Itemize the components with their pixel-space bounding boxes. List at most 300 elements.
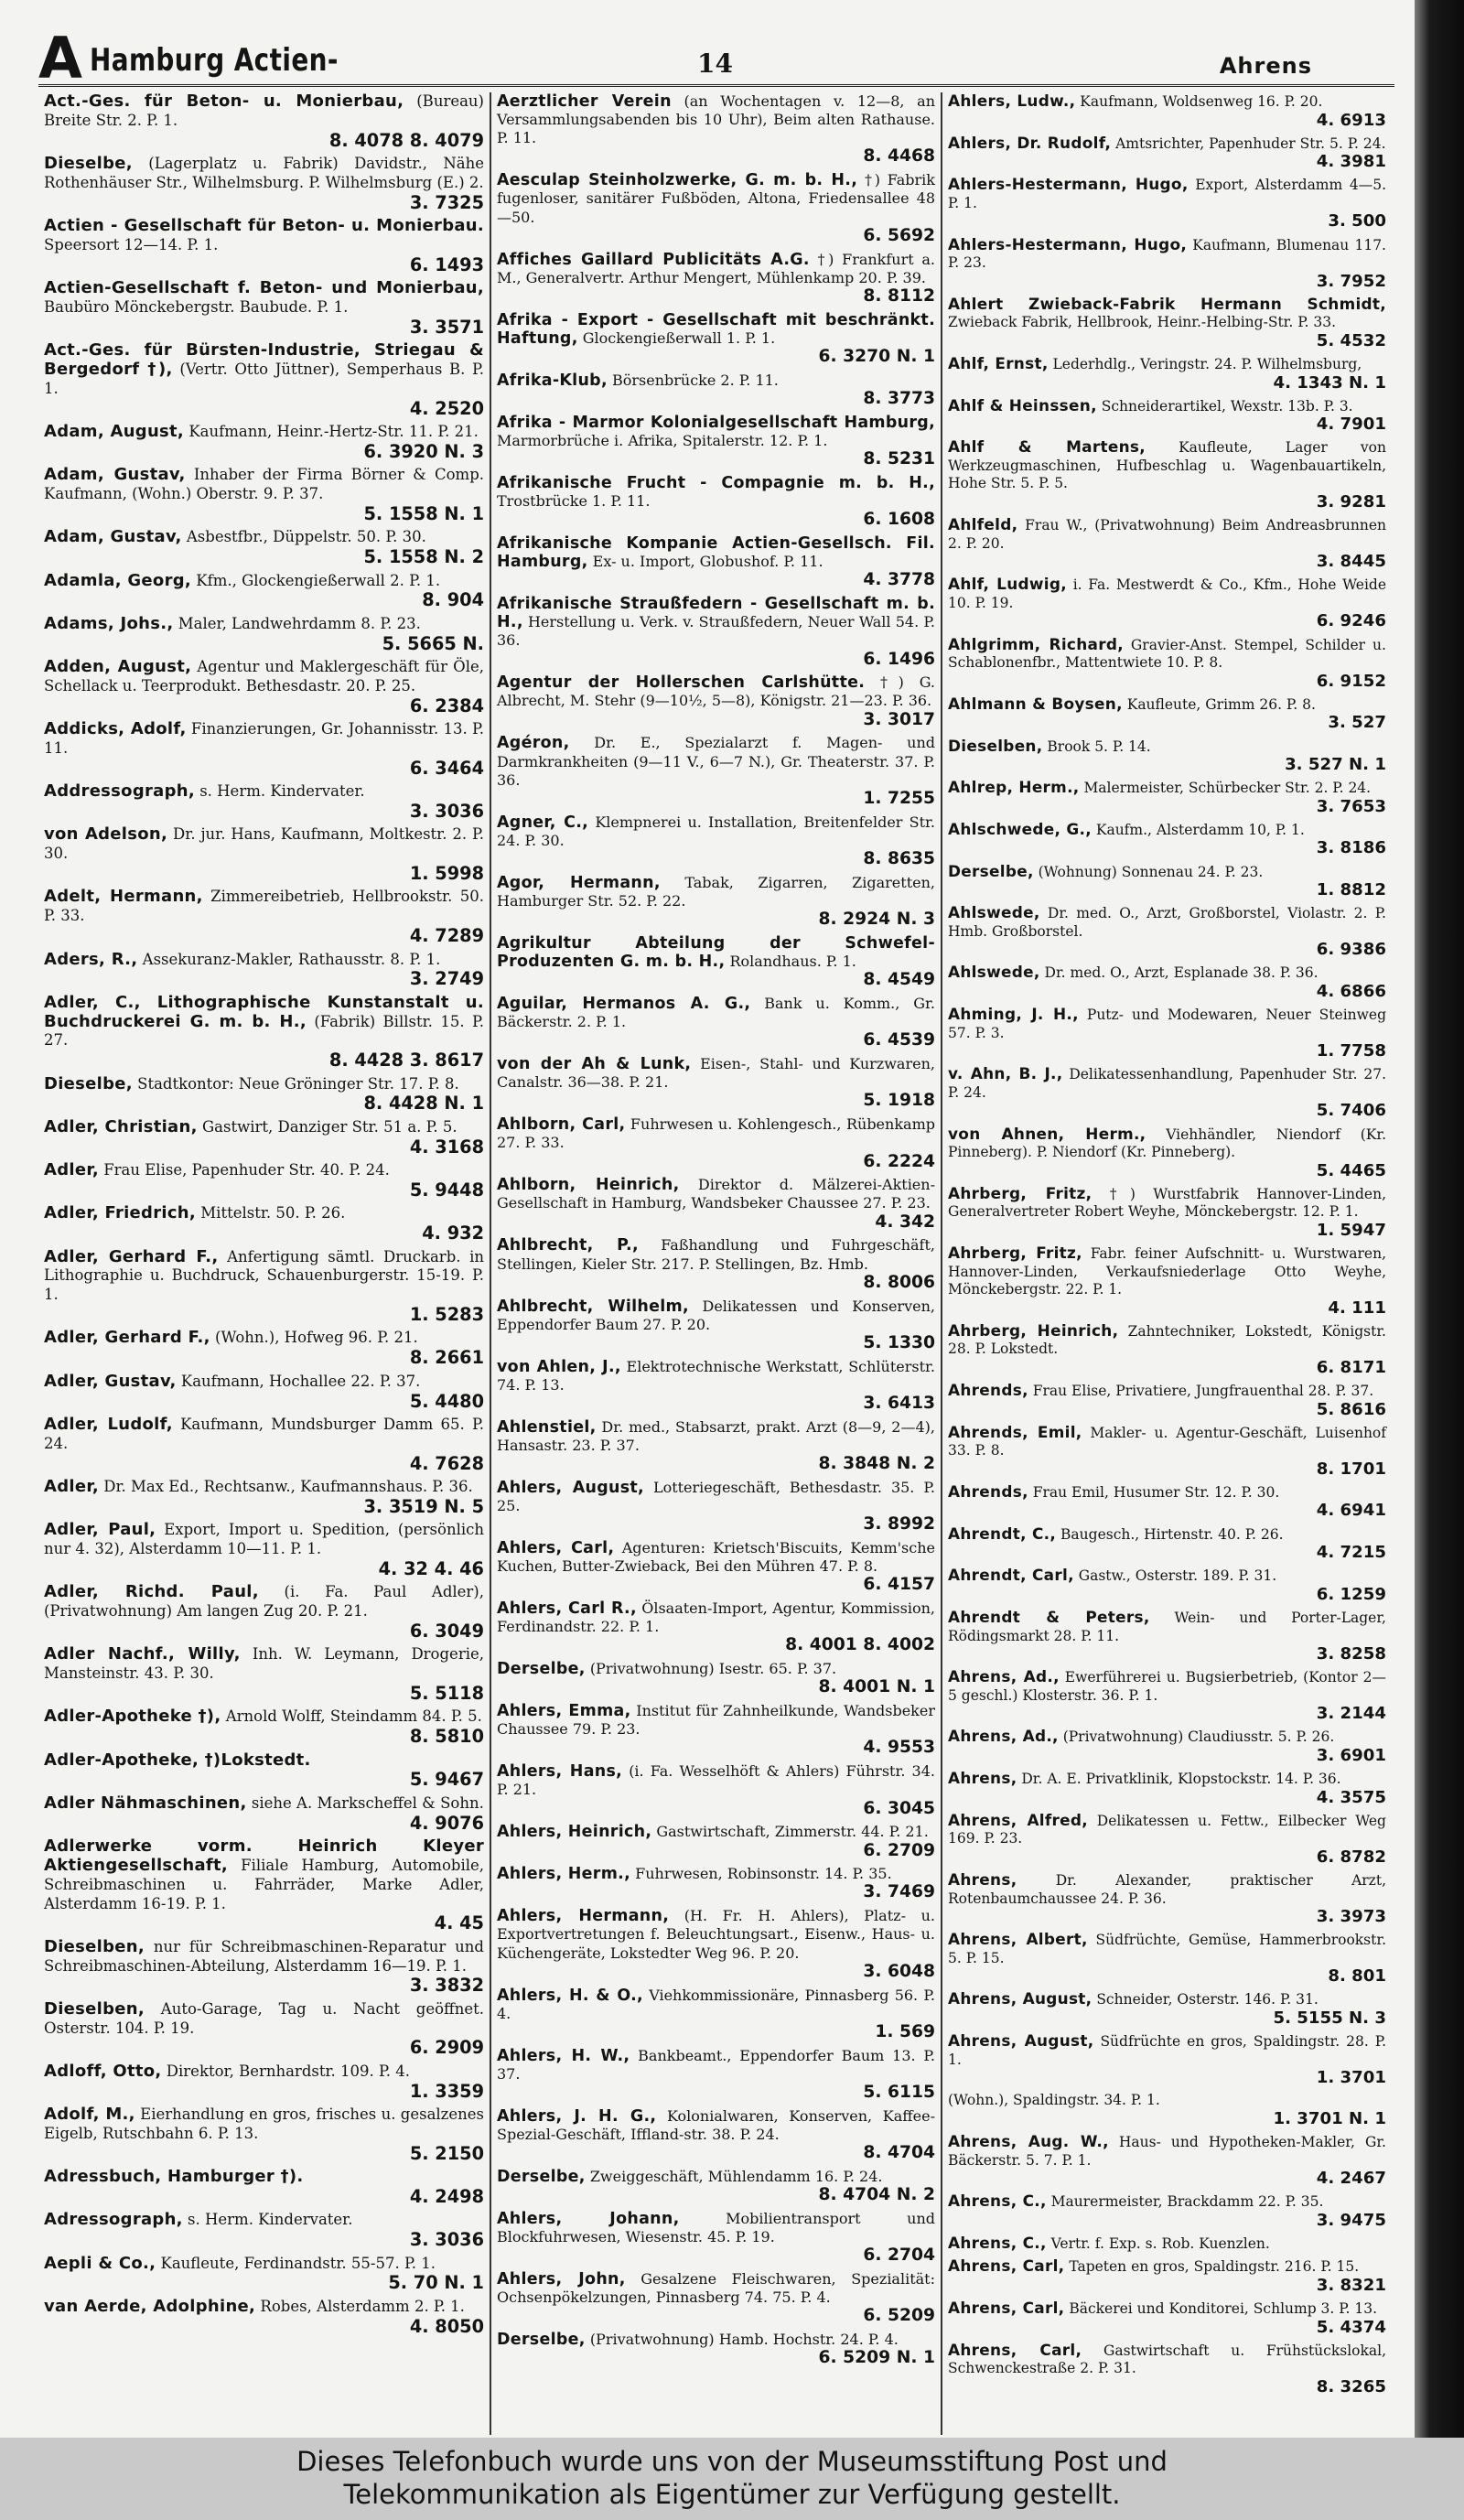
directory-entry <box>44 1837 484 1933</box>
entry-phone-number: 4. 6941 <box>1316 1501 1386 1521</box>
directory-entry <box>497 2331 935 2368</box>
entry-name: Adressograph, <box>44 2210 183 2230</box>
entry-phone-number: 1. 5998 <box>409 863 484 885</box>
entry-name: Ahrens, Alfred, <box>948 1810 1088 1829</box>
entry-details: Export, Alsterdamm 4—5. P. 1. <box>948 177 1386 211</box>
entry-phone-number: 5. 7406 <box>1316 1101 1386 1121</box>
entry-details: Inh. W. Leymann, Drogerie, Mansteinstr. 43. P. 30. <box>44 1645 484 1683</box>
entry-phone-number: 8. 4428 N. 1 <box>363 1093 484 1115</box>
entry-phone-number: 8. 801 <box>1328 1966 1386 1987</box>
directory-entry <box>44 1938 484 1996</box>
entry-details: Amtsrichter, Papenhuder Str. 5. P. 24. <box>1115 135 1386 152</box>
entry-phone-number: 6. 2909 <box>409 2037 484 2059</box>
directory-entry <box>497 2270 935 2326</box>
entry-details: Dr. med. O., Arzt, Esplanade 38. P. 36. <box>1044 964 1319 982</box>
entry-name: Ahrens, <box>948 1870 1017 1889</box>
directory-entry <box>497 251 935 307</box>
entry-name: Afrikanische Kompanie Actien-Gesellsch. Fil. Hamburg, <box>497 533 935 572</box>
entry-name: Agner, C., <box>497 813 589 832</box>
entry-name: Actien-Gesellschaft f. Beton- und Monierbau, <box>44 278 484 298</box>
directory-entry <box>44 1161 484 1200</box>
entry-phone-number: 4. 3575 <box>1316 1787 1386 1807</box>
entry-details: Maler, Landwehrdamm 8. P. 23. <box>178 614 421 632</box>
directory-entry <box>44 615 484 653</box>
entry-details: Bankbeamt., Eppendorfer Baum 13. P. 37. <box>497 2046 935 2083</box>
entry-name: Adler-Apotheke †), <box>44 1707 221 1727</box>
entry-details: s. Herm. Kindervater. <box>199 782 365 801</box>
entry-phone-number: 6. 4539 <box>863 1030 935 1050</box>
directory-entry <box>948 2032 1386 2087</box>
directory-entry <box>44 994 484 1071</box>
entry-phone-number: 6. 9386 <box>1316 940 1386 960</box>
directory-entry <box>497 995 935 1050</box>
entry-phone-number: 6. 8782 <box>1316 1847 1386 1867</box>
directory-entry <box>44 2000 484 2058</box>
entry-details: (Lagerplatz u. Fabrik) Davidstr., Nähe Rothenhäuser Str., Wilhelmsburg. P. Wilhelmsburg (E.) 2. <box>44 155 484 191</box>
entry-name: Derselbe, <box>948 861 1034 880</box>
directory-entry <box>497 2168 935 2205</box>
entry-phone-number: 8. 4549 <box>863 970 935 990</box>
directory-entry <box>44 2062 484 2101</box>
entry-phone-number: 6. 2384 <box>409 695 484 716</box>
directory-entry <box>497 1823 935 1860</box>
entry-phone-number: 8. 4078 8. 4079 <box>328 129 484 151</box>
entry-phone-number: 8. 4704 N. 2 <box>818 2185 935 2205</box>
entry-details: Bank u. Komm., Gr. Bäckerstr. 2. P. 1. <box>497 995 935 1031</box>
entry-details: nur für Schreibmaschinen-Reparatur und Schreibmaschinen-Abteilung, Alsterdamm 16—19. P. 1. <box>44 1937 484 1975</box>
directory-entry <box>948 1006 1386 1061</box>
entry-phone-number: 8. 3848 N. 2 <box>818 1454 935 1474</box>
directory-entry <box>948 1424 1386 1479</box>
entry-columns <box>38 92 1394 2435</box>
directory-entry <box>948 2192 1386 2230</box>
entry-name: Act.-Ges. für Bürsten-Industrie, Striegau & Bergedorf †), <box>44 340 484 379</box>
entry-details: Haus- und Hypotheken-Makler, Gr. Bäckerstr. 5. 7. P. 1. <box>948 2134 1386 2169</box>
entry-name: Adler, Gerhard F., <box>44 1246 219 1266</box>
entry-name: Afrika - Marmor Kolonialgesellschaft Hamburg, <box>497 413 935 432</box>
entry-name: Agrikultur Abteilung der Schwefel-Produzenten G. m. b. H., <box>497 933 935 972</box>
entry-phone-number: 4. 2498 <box>409 2185 484 2207</box>
entry-name: Agor, Hermann, <box>497 873 661 892</box>
entry-details: Lotteriegeschäft, Bethesdastr. 35. P. 25. <box>497 1478 935 1515</box>
directory-entry <box>497 1418 935 1474</box>
entry-phone-number: 3. 8321 <box>1316 2276 1386 2295</box>
entry-name: v. Ahn, B. J., <box>948 1064 1063 1083</box>
entry-name: Ahrens, Carl, <box>948 2256 1065 2276</box>
directory-entry <box>44 2105 484 2163</box>
directory-entry <box>44 2168 484 2206</box>
entry-name: Adler, Richd. Paul, <box>44 1582 259 1602</box>
entry-name: Adler, Ludolf, <box>44 1414 173 1434</box>
entry-name: Ahrens, C., <box>948 2192 1047 2211</box>
entry-phone-number: 4. 7215 <box>1316 1543 1386 1563</box>
entry-name: Ahrends, <box>948 1481 1028 1501</box>
directory-entry <box>44 1075 484 1114</box>
entry-details: †) G. Albrecht, M. Stehr (9—10½, 5—8), Königstr. 21—23. P. 36. <box>497 673 936 710</box>
entry-name: Ahrberg, Fritz, <box>948 1183 1093 1202</box>
entry-details: Frau Emil, Husumer Str. 12. P. 30. <box>1032 1483 1280 1501</box>
directory-entry <box>948 964 1386 1001</box>
directory-entry <box>44 155 484 212</box>
entry-phone-number: 3. 3519 N. 5 <box>363 1495 484 1517</box>
entry-phone-number: 5. 1330 <box>863 1332 935 1352</box>
entry-name: von Adelson, <box>44 824 168 845</box>
entry-name: Aepli & Co., <box>44 2253 156 2273</box>
entry-details: †) Wurstfabrik Hannover-Linden, Generalvertreter Robert Weyhe, Mönckebergstr. 12. P. 1. <box>948 1185 1386 1221</box>
entry-name: Ahming, J. H., <box>948 1005 1079 1024</box>
entry-details: Kaufleute, Lager von Werkzeugmaschinen, Hufbeschlag u. Wagenbauartikeln, Hohe Str. 5. P. 5. <box>948 439 1386 492</box>
directory-entry <box>44 1248 484 1325</box>
entry-name: Ahrens, August, <box>948 1989 1093 2008</box>
entry-details: Bäckerei und Konditorei, Schlump 3. P. 13. <box>1069 2300 1378 2318</box>
book-binding-edge <box>1415 0 1464 2438</box>
entry-phone-number: 8. 5231 <box>863 449 935 469</box>
entry-details: Gastwirtschaft u. Frühstückslokal, Schwenckestraße 2. P. 31. <box>948 2342 1387 2377</box>
entry-details: Elektrotechnische Werkstatt, Schlüterstr. 74. P. 13. <box>497 1357 935 1394</box>
column-2 <box>490 92 941 2435</box>
directory-entry <box>948 135 1386 172</box>
entry-phone-number: 8. 904 <box>422 589 484 611</box>
entry-details: Filiale Hamburg, Automobile, Schreibmaschinen u. Fahrräder, Marke Adler, Alsterdamm 16-19. P. 1. <box>44 1856 485 1912</box>
entry-name: Adressbuch, Hamburger †). <box>44 2167 304 2187</box>
directory-entry <box>44 572 484 610</box>
entry-details: Dr. med., Stabsarzt, prakt. Arzt (8—9, 2—4), Hansastr. 23. P. 37. <box>497 1417 935 1454</box>
entry-name: Agentur der Hollerschen Carlshütte. <box>497 673 866 693</box>
directory-entry <box>948 1322 1386 1377</box>
running-head-right: Ahrens <box>1219 53 1312 79</box>
directory-entry <box>44 782 484 821</box>
directory-entry <box>497 311 935 367</box>
entry-phone-number: 6. 5209 N. 1 <box>818 2348 935 2368</box>
entry-details: (Privatwohnung) Hamb. Hochstr. 24. P. 4. <box>589 2331 899 2349</box>
entry-name: Ahlf, Ernst, <box>948 354 1049 373</box>
entry-phone-number: 5. 9448 <box>409 1179 484 1201</box>
entry-details: Fuhrwesen, Robinsonstr. 14. P. 35. <box>635 1865 892 1883</box>
directory-entry <box>497 1599 935 1655</box>
entry-name: Ahrens, <box>948 1769 1017 1788</box>
entry-name: Ahlers, H. W., <box>497 2046 630 2065</box>
entry-name: Ahrberg, Heinrich, <box>948 1320 1119 1340</box>
entry-phone-number: 5. 1558 N. 1 <box>363 502 484 524</box>
entry-name: Afrikanische Frucht - Compagnie m. b. H., <box>497 473 935 492</box>
entry-name: Derselbe, <box>497 2167 586 2186</box>
directory-entry <box>948 176 1386 231</box>
entry-phone-number: 8. 2924 N. 3 <box>818 910 935 930</box>
entry-details: Kaufleute, Ferdinandstr. 55-57. P. 1. <box>160 2254 436 2272</box>
directory-entry <box>948 1812 1386 1867</box>
entry-name: Afrikanische Straußfedern - Gesellschaft m. b. H., <box>497 595 935 632</box>
entry-phone-number: 3. 2749 <box>409 968 484 990</box>
entry-details: Gastwirtschaft, Zimmerstr. 44. P. 21. <box>656 1823 929 1841</box>
entry-details: Dr. Max Ed., Rechtsanw., Kaufmannshaus. P. 36. <box>103 1478 473 1495</box>
entry-name: van Aerde, Adolphine, <box>44 2296 256 2316</box>
entry-details: Putz- und Modewaren, Neuer Steinweg 57. P. 3. <box>948 1007 1387 1041</box>
entry-name: Dieselbe, <box>44 154 133 174</box>
entry-name: Ahlmann & Boysen, <box>948 694 1123 713</box>
entry-phone-number: 3. 8258 <box>1316 1644 1386 1664</box>
entry-details: (Wohnung) Sonnenau 24. P. 23. <box>1038 863 1264 880</box>
entry-name: Ahlers, Carl, <box>497 1538 615 1557</box>
entry-details: Kaufmann, Hochallee 22. P. 37. <box>180 1372 421 1390</box>
directory-entry <box>44 1707 484 1746</box>
attribution-line-2: Telekommunikation als Eigentümer zur Verfügung gestellt. <box>343 2479 1121 2510</box>
entry-name: Ahlgrimm, Richard, <box>948 634 1124 653</box>
entry-phone-number: 5. 5155 N. 3 <box>1273 2008 1386 2028</box>
directory-entry <box>497 1479 935 1535</box>
directory-entry <box>497 2047 935 2103</box>
entry-phone-number: 5. 5118 <box>409 1682 484 1704</box>
entry-details: Dr. A. E. Privatklinik, Klopstockstr. 14. P. 36. <box>1021 1771 1341 1788</box>
directory-entry <box>44 1118 484 1157</box>
entry-details: Export, Import u. Spedition, (persönlich nur 4. 32), Alsterdamm 10—11. P. 1. <box>44 1521 484 1558</box>
directory-entry <box>44 1751 484 1790</box>
entry-details: Zwieback Fabrik, Hellbrook, Heinr.-Helbing-Str. P. 33. <box>948 314 1337 331</box>
entry-details: Kaufleute, Grimm 26. P. 8. <box>1126 695 1316 713</box>
entry-details: Fuhrwesen u. Kohlengesch., Rübenkamp 27. P. 33. <box>497 1115 935 1152</box>
directory-entry <box>948 2133 1386 2188</box>
entry-phone-number: 6. 1493 <box>409 253 484 275</box>
entry-details: (H. Fr. H. Ahlers), Platz- u. Exportvertretungen f. Beleuchtungsart., Eisenw., Haus- u. Küchengeräte, Lokstedter Weg 96. P. 20. <box>497 1907 935 1962</box>
entry-phone-number: 5. 4532 <box>1316 330 1386 350</box>
entry-details: Tapeten en gros, Spaldingstr. 216. P. 15. <box>1069 2258 1360 2276</box>
directory-entry <box>948 904 1386 959</box>
entry-name: Adler, <box>44 1160 99 1180</box>
directory-entry <box>948 2257 1386 2295</box>
entry-details: Dr. E., Spezialarzt f. Magen- und Darmkrankheiten (9—11 V., 6—7 N.), Gr. Theaterstr. 37. P. 36. <box>497 734 936 789</box>
directory-entry <box>497 171 935 245</box>
entry-phone-number: 6. 3049 <box>409 1620 484 1642</box>
entry-details: (Bureau) Breite Str. 2. P. 1. <box>44 92 484 129</box>
entry-phone-number: 4. 7289 <box>409 925 484 947</box>
directory-entry <box>44 825 484 883</box>
entry-details: Gravier-Anst. Stempel, Schilder u. Schablonenfbr., Mattentwiete 10. P. 8. <box>948 636 1386 672</box>
directory-entry <box>497 92 935 167</box>
directory-entry <box>948 1609 1386 1664</box>
entry-details: Klempnerei u. Installation, Breitenfelder Str. 24. P. 30. <box>497 813 936 849</box>
entry-details: Tabak, Zigarren, Zigaretten, Hamburger Str. 52. P. 22. <box>497 873 935 910</box>
entry-phone-number: 4. 9076 <box>409 1812 484 1834</box>
directory-entry <box>948 296 1386 350</box>
entry-details: (an Wochentagen v. 12—8, an Versammlungsabenden bis 10 Uhr), Beim alten Rathause. P. 11. <box>497 92 935 147</box>
entry-name: Ahlrep, Herm., <box>948 778 1080 797</box>
entry-name: Ahlborn, Carl, <box>497 1115 626 1135</box>
entry-details: Delikatessenhandlung, Papenhuder Str. 27. P. 24. <box>948 1066 1386 1101</box>
entry-phone-number: 3. 7952 <box>1316 271 1386 291</box>
entry-phone-number: 3. 3036 <box>409 2229 484 2251</box>
entry-name: Adler, Christian, <box>44 1116 198 1136</box>
entry-name: Adler, Paul, <box>44 1520 156 1540</box>
entry-details: Dr. Alexander, praktischer Arzt, Rotenbaumchaussee 24. P. 36. <box>948 1872 1386 1907</box>
entry-details: Arnold Wolff, Steindamm 84. P. 5. <box>225 1707 482 1726</box>
entry-name: Adler, <box>44 1477 99 1496</box>
entry-details: Trostbrücke 1. P. 11. <box>497 491 651 510</box>
entry-details: (Vertr. Otto Jüttner), Semperhaus B. P. 1. <box>44 360 485 397</box>
entry-name: Adler Nachf., Willy, <box>44 1644 241 1664</box>
directory-entry <box>44 2298 484 2336</box>
directory-entry <box>497 2210 935 2266</box>
directory-entry <box>497 2107 935 2163</box>
directory-entry <box>948 821 1386 858</box>
entry-phone-number: 5. 4374 <box>1316 2317 1386 2337</box>
entry-phone-number: 6. 2224 <box>863 1151 935 1171</box>
directory-entry <box>44 1521 484 1578</box>
directory-entry <box>44 1645 484 1703</box>
section-letter: A <box>38 25 82 92</box>
entry-details: Fabr. feiner Aufschnitt- u. Wurstwaren, Hannover-Linden, Verkaufsniederlage Otto Weyhe, Mönckebergstr. 22. P. 1. <box>948 1245 1386 1298</box>
entry-phone-number: 3. 6901 <box>1316 1745 1386 1765</box>
entry-name: Ahrendt, Carl, <box>948 1566 1074 1585</box>
entry-phone-number: 5. 8616 <box>1316 1399 1386 1419</box>
entry-name: Ahlers, Hermann, <box>497 1907 670 1926</box>
entry-name: Adamla, Georg, <box>44 570 192 590</box>
entry-details: Frau Elise, Papenhuder Str. 40. P. 24. <box>103 1161 390 1179</box>
entry-phone-number: 6. 1496 <box>863 649 935 669</box>
entry-name: Ahlers, John, <box>497 2269 626 2288</box>
directory-entry <box>44 92 484 150</box>
entry-name: von Ahnen, Herm., <box>948 1124 1146 1143</box>
directory-entry <box>44 1583 484 1641</box>
attribution-footer <box>0 2438 1464 2520</box>
entry-phone-number: 4. 9553 <box>863 1738 935 1758</box>
entry-details: Faßhandlung und Fuhrgeschäft, Stellingen, Kieler Str. 217. P. Stellingen, Bz. Hmb. <box>497 1236 935 1273</box>
directory-entry <box>44 279 484 337</box>
entry-phone-number: 8. 3265 <box>1316 2376 1386 2396</box>
entry-phone-number: 6. 5209 <box>863 2306 935 2326</box>
entry-phone-number: 6. 1608 <box>863 510 935 530</box>
entry-details: Agentur und Maklergeschäft für Öle, Schellack u. Teerprodukt. Bethesdastr. 20. P. 25. <box>44 658 484 695</box>
directory-entry <box>44 341 484 418</box>
entry-name: Adolf, M., <box>44 2105 135 2125</box>
entry-phone-number: 4. 7901 <box>1316 415 1386 435</box>
directory-entry <box>497 414 935 469</box>
entry-details: (i. Fa. Paul Adler), (Privatwohnung) Am langen Zug 20. P. 21. <box>44 1583 484 1621</box>
entry-name: Derselbe, <box>497 2331 586 2350</box>
entry-phone-number: 8. 8112 <box>863 285 935 306</box>
directory-entry <box>497 1176 935 1232</box>
entry-name: Aguilar, Hermanos A. G., <box>497 995 751 1013</box>
entry-phone-number: 6. 9246 <box>1316 611 1386 631</box>
directory-entry <box>497 1660 935 1697</box>
entry-name: von der Ah & Lunk, <box>497 1055 692 1074</box>
entry-phone-number: 4. 7628 <box>409 1452 484 1474</box>
entry-name: Dieselben, <box>44 1998 145 2019</box>
directory-entry <box>948 2342 1386 2396</box>
entry-phone-number: 3. 7469 <box>863 1882 935 1902</box>
entry-phone-number: 5. 5665 N. <box>382 632 484 654</box>
entry-name: Ahlert Zwieback-Fabrik Hermann Schmidt, <box>948 294 1386 313</box>
entry-name: Ahlborn, Heinrich, <box>497 1176 680 1195</box>
entry-name: Ahlers, Heinrich, <box>497 1823 652 1842</box>
directory-entry <box>948 92 1386 130</box>
directory-entry <box>44 2211 484 2249</box>
directory-entry <box>948 636 1386 691</box>
entry-name: Ahlf & Martens, <box>948 437 1146 457</box>
entry-name: Ahlers-Hestermann, Hugo, <box>948 175 1189 194</box>
entry-phone-number: 8. 4001 8. 4002 <box>785 1635 935 1655</box>
entry-name: Adam, Gustav, <box>44 527 182 547</box>
directory-entry <box>948 1244 1386 1318</box>
entry-phone-number: 6. 3045 <box>863 1798 935 1818</box>
entry-details: Gastw., Osterstr. 189. P. 31. <box>1078 1567 1277 1585</box>
entry-phone-number: 6. 5692 <box>863 225 935 245</box>
entry-details: Zahntechniker, Lokstedt, Königstr. 28. P. Lokstedt. <box>948 1322 1386 1358</box>
entry-phone-number: 6. 9152 <box>1316 671 1386 691</box>
entry-phone-number: 3. 8992 <box>863 1514 935 1535</box>
entry-details: (i. Fa. Wesselhöft & Ahlers) Führstr. 34. P. 21. <box>497 1762 935 1799</box>
entry-phone-number: 1. 569 <box>875 2021 935 2041</box>
entry-details: Wein- und Porter-Lager, Rödingsmarkt 28. P. 11. <box>948 1609 1386 1644</box>
entry-details: Kaufmann, Woldsenweg 16. P. 20. <box>1080 93 1323 110</box>
entry-details: Institut für Zahnheilkunde, Wandsbeker Chaussee 79. P. 23. <box>497 1702 935 1739</box>
entry-details: Dr. med. O., Arzt, Großborstel, Violastr. 2. P. Hmb. Großborstel. <box>948 905 1386 940</box>
directory-entry <box>497 1298 935 1353</box>
entry-phone-number: 4. 32 4. 46 <box>378 1557 484 1579</box>
entry-phone-number: 8. 8006 <box>863 1272 935 1292</box>
entry-name: Dieselben, <box>948 736 1043 755</box>
entry-phone-number: 8. 4704 <box>863 2143 935 2163</box>
entry-phone-number: 5. 9467 <box>409 1769 484 1791</box>
entry-name: Ahrberg, Fritz, <box>948 1244 1082 1263</box>
entry-details: (Privatwohnung) Isestr. 65. P. 37. <box>589 1660 837 1678</box>
entry-phone-number: 5. 2150 <box>409 2142 484 2164</box>
entry-phone-number: 5. 4465 <box>1316 1160 1386 1180</box>
entry-details: Kaufmann, Blumenau 117. P. 23. <box>948 236 1386 272</box>
entry-phone-number: 3. 3036 <box>409 800 484 822</box>
entry-name: Ahlf, Ludwig, <box>948 575 1067 594</box>
entry-details: Südfrüchte en gros, Spaldingstr. 28. P. 1. <box>948 2033 1386 2068</box>
directory-entry <box>948 2092 1386 2128</box>
directory-entry <box>44 1373 484 1411</box>
entry-phone-number: 1. 7758 <box>1316 1041 1386 1061</box>
entry-phone-number: 3. 3571 <box>409 316 484 338</box>
entry-name: Ahlenstiel, <box>497 1417 597 1437</box>
entry-phone-number: 8. 4001 N. 1 <box>818 1677 935 1697</box>
entry-phone-number: 4. 2520 <box>409 397 484 419</box>
directory-entry <box>497 1055 935 1111</box>
directory-entry <box>948 1668 1386 1723</box>
entry-details: Anfertigung sämtl. Druckarb. in Lithographie u. Buchdruck, Schauenburgerstr. 15-19. P. 1. <box>44 1247 485 1304</box>
directory-entry <box>497 1907 935 1981</box>
entry-phone-number: 6. 8171 <box>1316 1357 1386 1377</box>
entry-phone-number: 3. 3832 <box>409 1975 484 1997</box>
directory-entry <box>44 217 484 275</box>
directory-entry <box>44 1794 484 1833</box>
directory-entry <box>44 423 484 461</box>
entry-details: Delikatessen und Konserven, Eppendorfer Baum 27. P. 20. <box>497 1297 935 1333</box>
entry-name: Ahrens, Aug. W., <box>948 2132 1109 2151</box>
directory-entry <box>497 534 935 590</box>
entry-name: Adler, C., Lithographische Kunstanstalt u. Buchdruckerei G. m. b. H., <box>44 992 484 1031</box>
entry-details: Gastwirt, Danziger Str. 51 a. P. 5. <box>201 1117 458 1136</box>
entry-details: Kaufmann, Mundsburger Damm 65. P. 24. <box>44 1415 484 1452</box>
directory-entry <box>497 595 935 669</box>
entry-details: Gesalzene Fleischwaren, Spezialität: Ochsenpökelzungen, Pinnasberg 74. 75. P. 4. <box>497 2269 935 2307</box>
directory-entry <box>948 2299 1386 2337</box>
directory-entry <box>948 1382 1386 1419</box>
directory-entry <box>948 1483 1386 1521</box>
entry-name: Aesculap Steinholzwerke, G. m. b. H., <box>497 171 858 190</box>
directory-entry <box>44 888 484 945</box>
entry-details: Direktor, Bernhardstr. 109. P. 4. <box>166 2062 411 2080</box>
entry-phone-number: 3. 500 <box>1328 211 1386 232</box>
entry-phone-number: 8. 5810 <box>409 1726 484 1748</box>
directory-entry <box>497 1539 935 1595</box>
entry-name: Adler, Gerhard F., <box>44 1328 210 1348</box>
entry-details: Maurermeister, Brackdamm 22. P. 35. <box>1050 2193 1324 2211</box>
entry-details: Frau W., (Privatwohnung) Beim Andreasbrunnen 2. P. 20. <box>948 517 1386 552</box>
entry-name: Aders, R., <box>44 949 138 969</box>
entry-phone-number: 4. 932 <box>422 1222 484 1244</box>
